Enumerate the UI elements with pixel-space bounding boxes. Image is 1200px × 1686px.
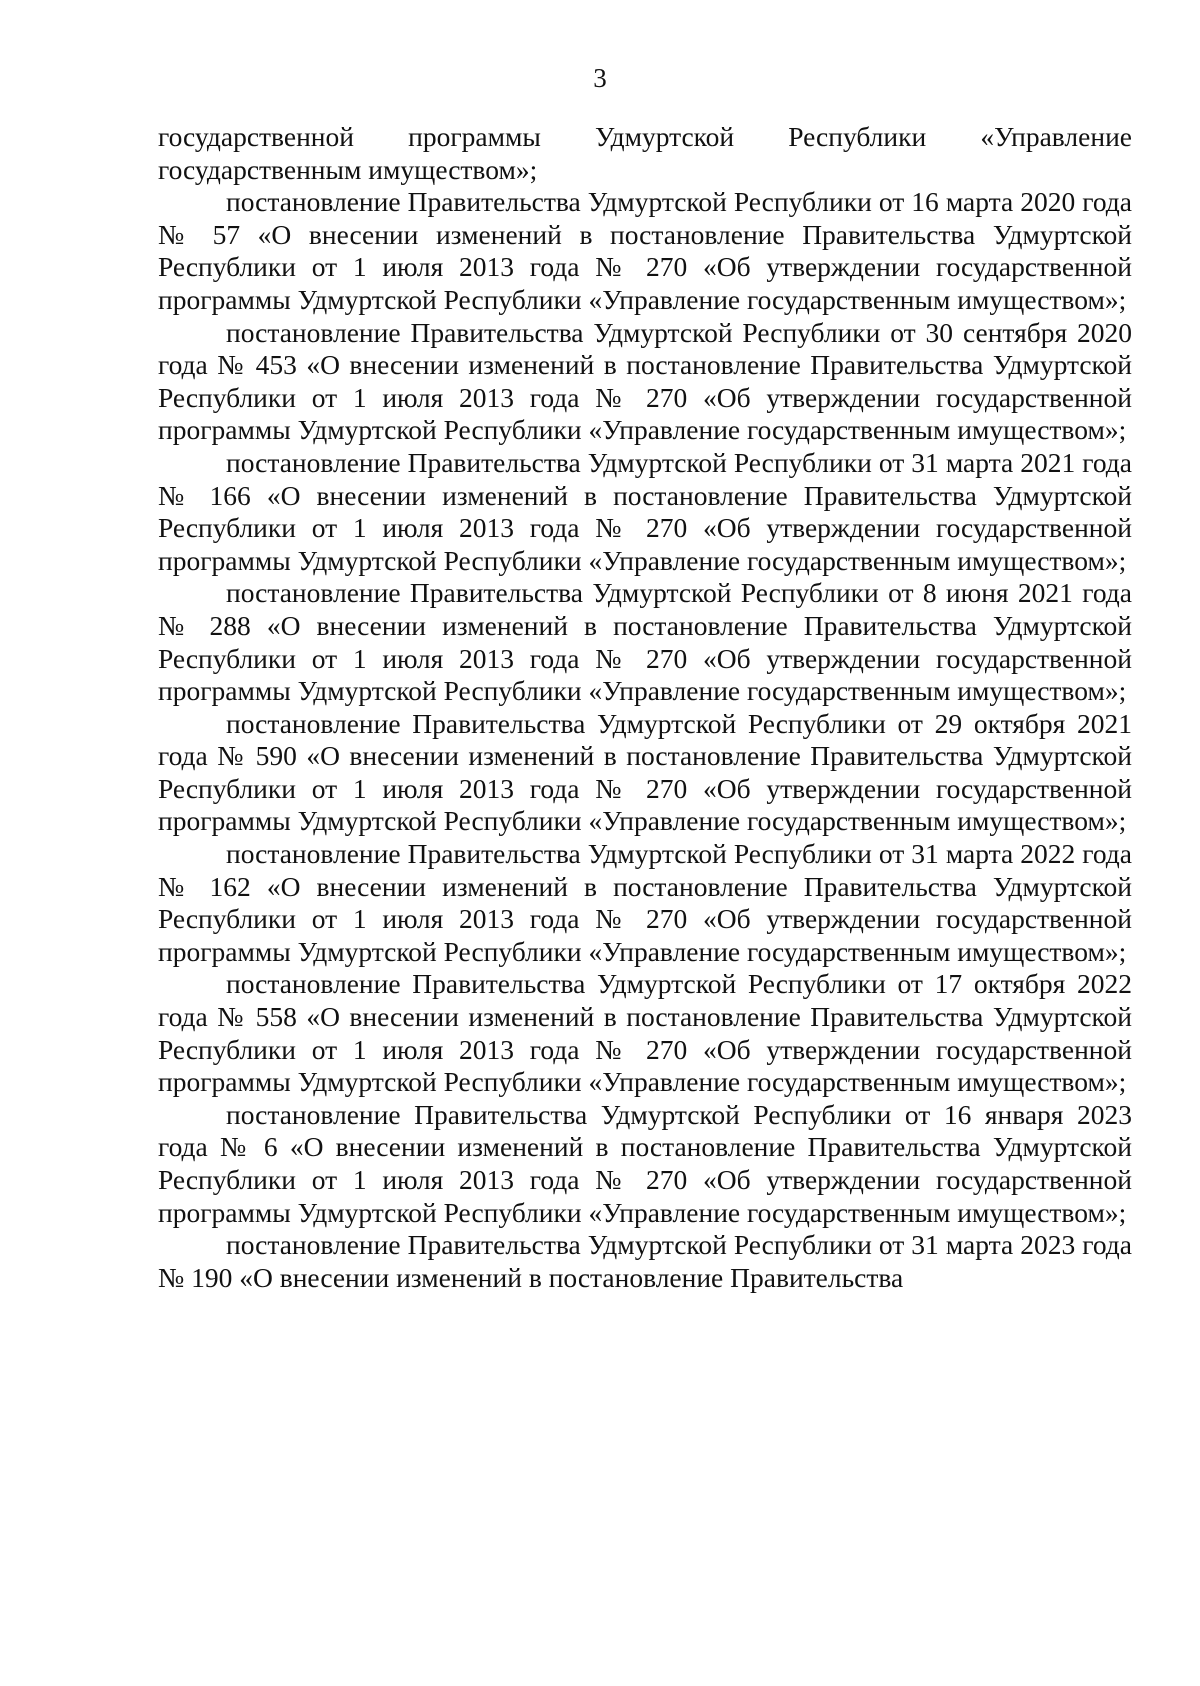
paragraph-resolution: постановление Правительства Удмуртской Республики от 8 июня 2021 года № 288 «О внесении изменений в постановление Правительства Удмуртской Республики от 1 июля 2013 года № 270 «Об утверждении государственной программы Удмуртской Республики «Управление государственным имуществом»; [158, 577, 1132, 707]
paragraph-continuation: государственной программы Удмуртской Республики «Управление государственным имуществом»; [158, 121, 1132, 185]
document-body [158, 121, 1132, 1294]
paragraph-resolution: постановление Правительства Удмуртской Республики от 17 октября 2022 года № 558 «О внесении изменений в постановление Правительства Удмуртской Республики от 1 июля 2013 года № 270 «Об утверждении государственной программы Удмуртской Республики «Управление государственным имуществом»; [158, 968, 1132, 1098]
page-number: 3 [593, 63, 607, 93]
paragraph-resolution: постановление Правительства Удмуртской Республики от 29 октября 2021 года № 590 «О внесении изменений в постановление Правительства Удмуртской Республики от 1 июля 2013 года № 270 «Об утверждении государственной программы Удмуртской Республики «Управление государственным имуществом»; [158, 707, 1132, 837]
paragraph-resolution: постановление Правительства Удмуртской Республики от 31 марта 2021 года № 166 «О внесении изменений в постановление Правительства Удмуртской Республики от 1 июля 2013 года № 270 «Об утверждении государственной программы Удмуртской Республики «Управление государственным имуществом»; [158, 446, 1132, 576]
paragraph-resolution: постановление Правительства Удмуртской Республики от 16 марта 2020 года № 57 «О внесении изменений в постановление Правительства Удмуртской Республики от 1 июля 2013 года № 270 «Об утверждении государственной программы Удмуртской Республики «Управление государственным имуществом»; [158, 186, 1132, 315]
paragraph-resolution-truncated: постановление Правительства Удмуртской Республики от 31 марта 2023 года № 190 «О внесении изменений в постановление Правительства [158, 1229, 1132, 1293]
paragraph-resolution: постановление Правительства Удмуртской Республики от 31 марта 2022 года № 162 «О внесении изменений в постановление Правительства Удмуртской Республики от 1 июля 2013 года № 270 «Об утверждении государственной программы Удмуртской Республики «Управление государственным имуществом»; [158, 838, 1132, 967]
paragraph-resolution: постановление Правительства Удмуртской Республики от 16 января 2023 года № 6 «О внесении изменений в постановление Правительства Удмуртской Республики от 1 июля 2013 года № 270 «Об утверждении государственной программы Удмуртской Республики «Управление государственным имуществом»; [158, 1098, 1132, 1228]
paragraph-resolution: постановление Правительства Удмуртской Республики от 30 сентября 2020 года № 453 «О внесении изменений в постановление Правительства Удмуртской Республики от 1 июля 2013 года № 270 «Об утверждении государственной программы Удмуртской Республики «Управление государственным имуществом»; [158, 316, 1132, 446]
